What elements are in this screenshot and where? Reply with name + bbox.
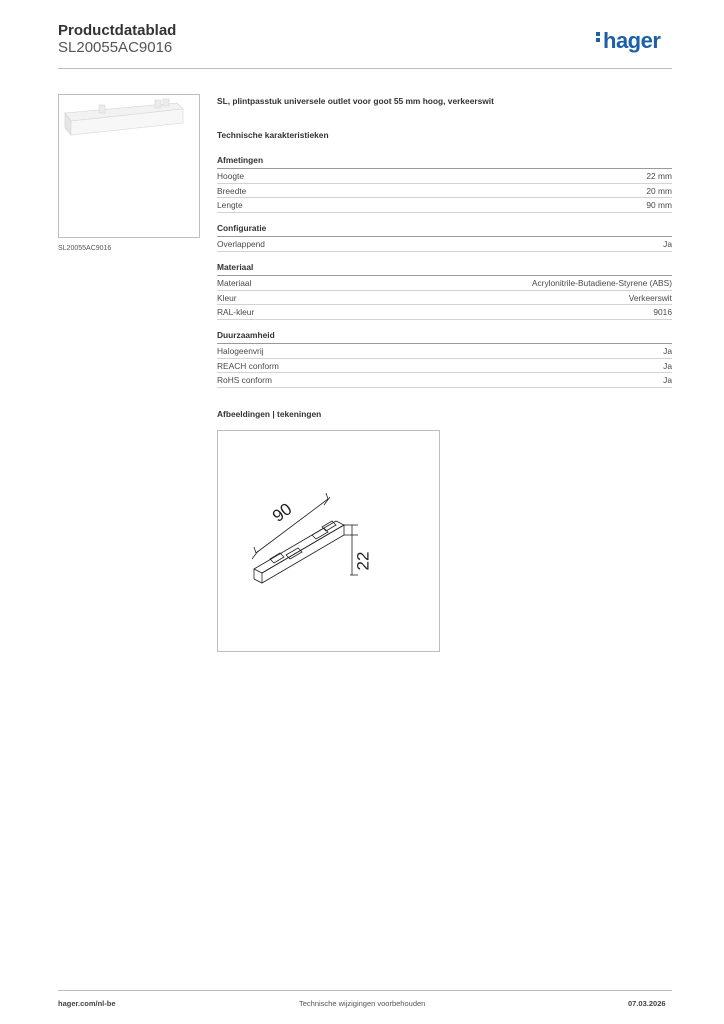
spec-label: Hoogte: [217, 171, 245, 181]
spec-value: Verkeerswit: [628, 292, 672, 303]
spec-label: Lengte: [217, 200, 243, 210]
group-title: Materiaal: [217, 262, 672, 276]
spec-value: 90 mm: [646, 200, 672, 210]
thumbnail-caption: SL20055AC9016: [58, 245, 112, 252]
product-thumbnail: [58, 94, 200, 238]
spec-row: [217, 237, 672, 252]
group-duurzaamheid: [217, 330, 672, 388]
product-title: SL, plintpasstuk universele outlet voor goot 55 mm hoog, verkeerswit: [217, 96, 494, 106]
spec-label: Kleur: [217, 292, 237, 303]
spec-row: [217, 344, 672, 359]
product-code: SL20055AC9016: [58, 39, 173, 56]
spec-value: Ja: [663, 239, 672, 249]
spec-row: [217, 305, 672, 320]
spec-label: REACH conform: [217, 360, 279, 371]
group-materiaal: [217, 262, 672, 320]
hager-logo: [596, 28, 660, 54]
logo-dots-icon: [596, 30, 602, 44]
spec-label: Materiaal: [217, 278, 252, 288]
document-title: Productdatablad: [58, 22, 177, 39]
spec-label: Overlappend: [217, 239, 265, 249]
spec-label: RoHS conform: [217, 375, 272, 385]
spec-value: Ja: [663, 375, 672, 385]
spec-value: Ja: [663, 346, 672, 356]
spec-row: [217, 276, 672, 291]
tech-heading: Technische karakteristieken: [217, 130, 329, 140]
spec-row: [217, 198, 672, 213]
spec-row: [217, 291, 672, 306]
spec-value: Ja: [663, 360, 672, 371]
spec-label: RAL-kleur: [217, 307, 255, 317]
spec-row: [217, 169, 672, 184]
technical-drawing: [217, 430, 440, 652]
spec-row: [217, 373, 672, 388]
footer-divider: [58, 990, 672, 991]
spec-value: 20 mm: [646, 185, 672, 196]
length-dimension-label: 90: [268, 499, 296, 526]
height-dimension-label: 22: [353, 551, 373, 571]
group-title: Configuratie: [217, 223, 672, 237]
group-configuratie: [217, 223, 672, 252]
footer-disclaimer: Technische wijzigingen voorbehouden: [299, 999, 426, 1008]
group-title: Afmetingen: [217, 155, 672, 169]
images-heading: Afbeeldingen | tekeningen: [217, 409, 322, 419]
spec-value: 9016: [653, 307, 672, 317]
spec-value: 22 mm: [646, 171, 672, 181]
spec-label: Halogeenvrij: [217, 346, 264, 356]
footer-date: 07.03.2026: [628, 999, 666, 1008]
group-afmetingen: [217, 155, 672, 213]
header-divider: [58, 68, 672, 69]
spec-label: Breedte: [217, 185, 247, 196]
logo-text: hager: [603, 28, 661, 53]
spec-row: [217, 184, 672, 199]
dimension-drawing-icon: [218, 431, 439, 651]
spec-row: [217, 359, 672, 374]
product-photo-icon: [59, 95, 199, 237]
spec-value: Acrylonitrile-Butadiene-Styrene (ABS): [531, 278, 672, 288]
footer-website-link[interactable]: hager.com/nl-be: [58, 999, 116, 1008]
group-title: Duurzaamheid: [217, 330, 672, 344]
